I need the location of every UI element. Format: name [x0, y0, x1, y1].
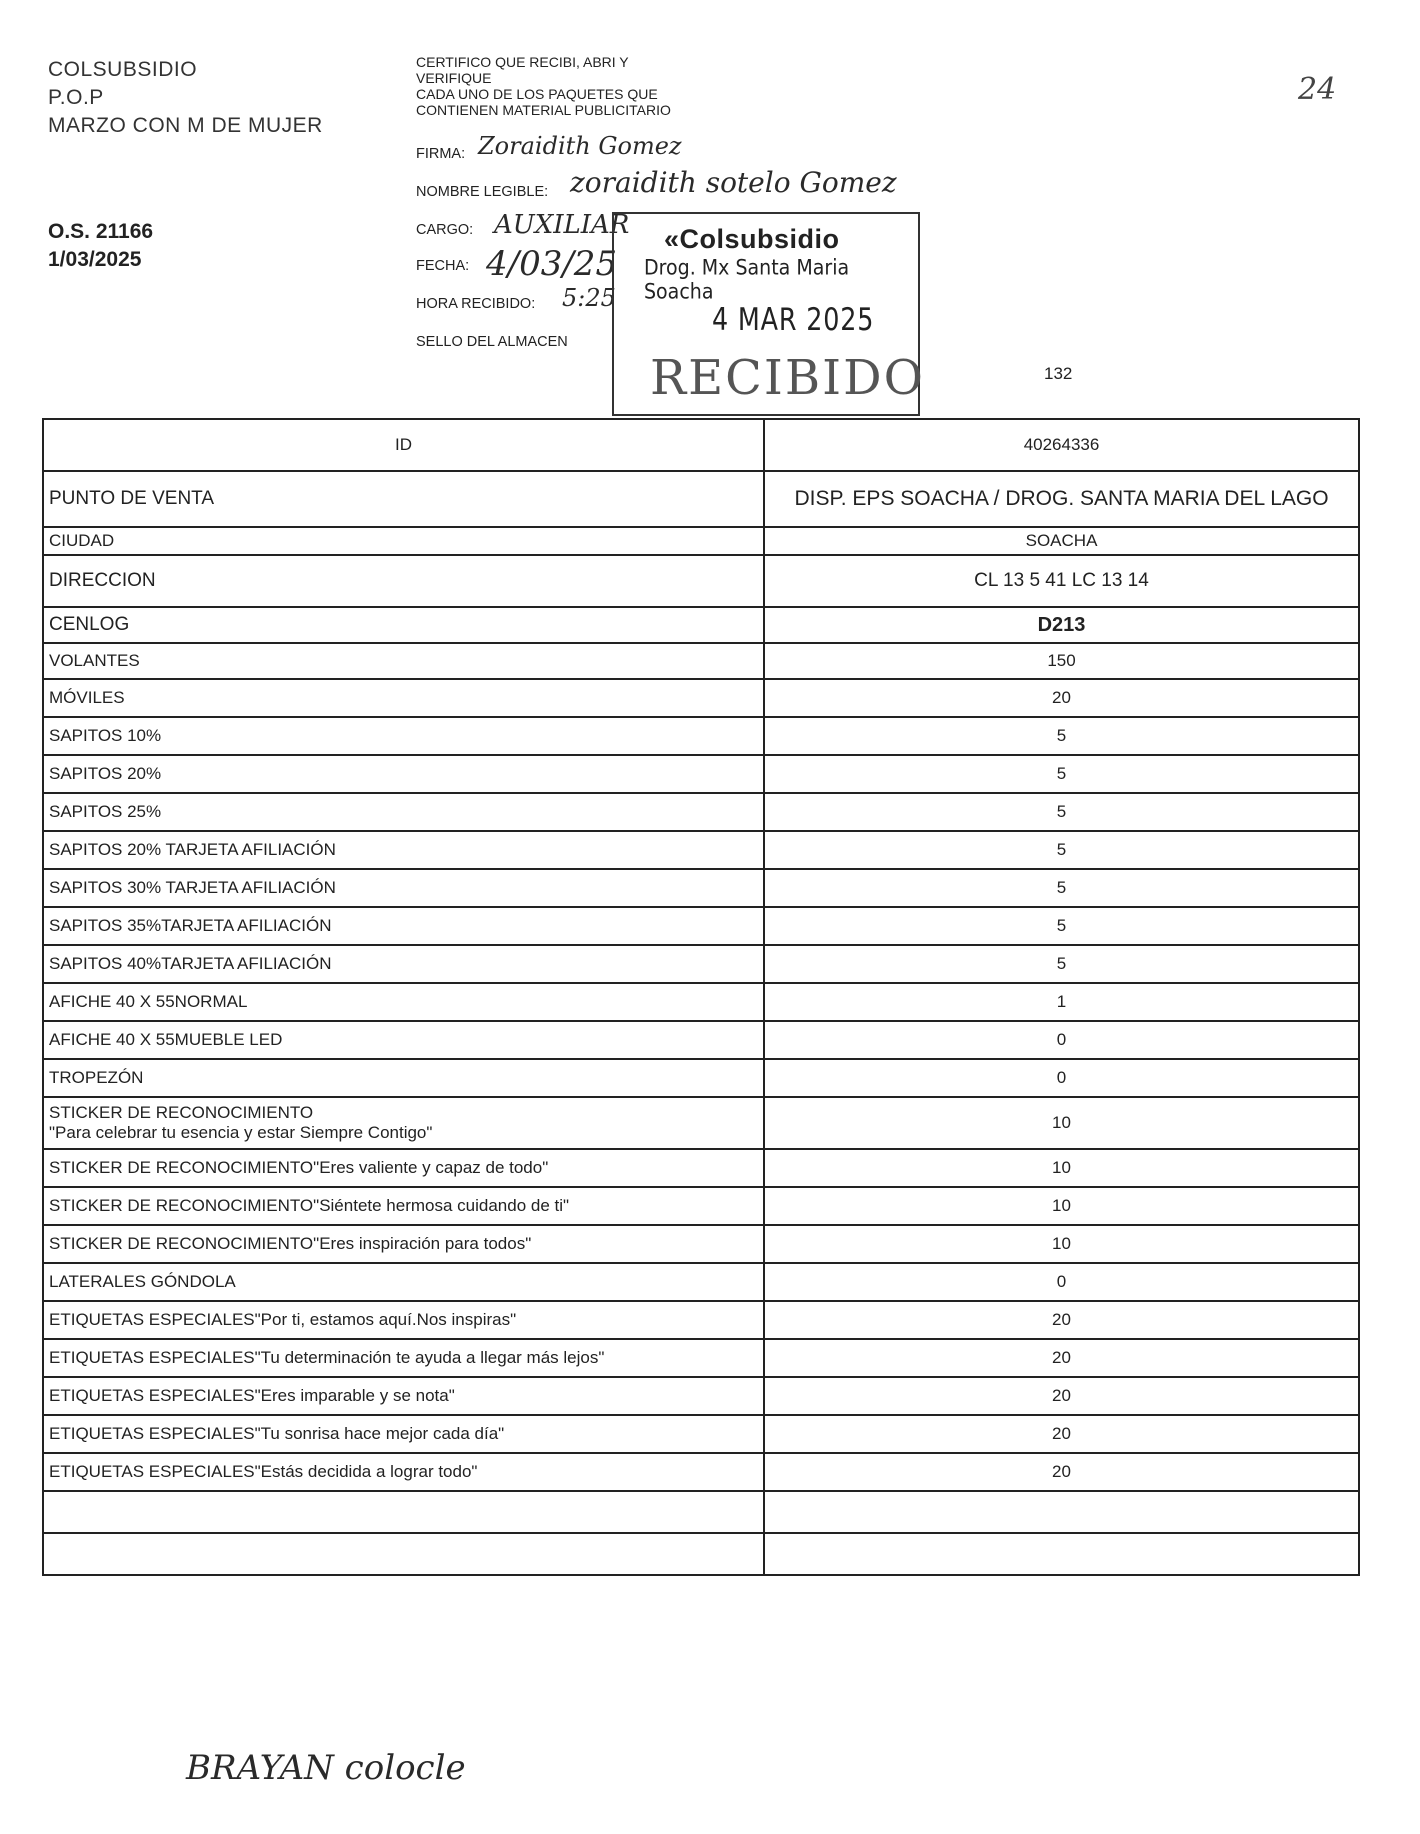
row-label: ID: [43, 419, 764, 471]
cargo-label: CARGO:: [416, 222, 474, 238]
table-row: [43, 1377, 1359, 1415]
row-value: 5: [764, 945, 1359, 983]
row-value: 20: [764, 679, 1359, 717]
table-row: [43, 1415, 1359, 1453]
row-label-line: STICKER DE RECONOCIMIENTO: [49, 1103, 314, 1122]
row-label: [43, 1491, 764, 1533]
row-value: 40264336: [764, 419, 1359, 471]
cert-line: CONTIENEN MATERIAL PUBLICITARIO: [416, 102, 671, 118]
table-row: [43, 1491, 1359, 1533]
row-label: DIRECCION: [43, 555, 764, 607]
table-row: [43, 869, 1359, 907]
table-row: [43, 607, 1359, 643]
row-label: PUNTO DE VENTA: [43, 471, 764, 527]
order-number: O.S. 21166: [48, 220, 154, 243]
campaign-name: MARZO CON M DE MUJER: [48, 114, 323, 137]
row-label: SAPITOS 40%TARJETA AFILIACIÓN: [43, 945, 764, 983]
row-value: 5: [764, 717, 1359, 755]
row-value: [764, 1533, 1359, 1575]
row-label: ETIQUETAS ESPECIALES"Eres imparable y se nota": [43, 1377, 764, 1415]
table-row: [43, 1453, 1359, 1491]
pop-label: P.O.P: [48, 86, 104, 109]
row-label: [43, 1533, 764, 1575]
table-row: [43, 643, 1359, 679]
table-row: [43, 1187, 1359, 1225]
row-value: 150: [764, 643, 1359, 679]
count-note: 132: [1044, 364, 1073, 383]
row-label-line: "Para celebrar tu esencia y estar Siempre Contigo": [49, 1123, 433, 1142]
row-value: 20: [764, 1377, 1359, 1415]
page-number: 24: [1298, 72, 1337, 107]
cert-line: CADA UNO DE LOS PAQUETES QUE: [416, 86, 658, 102]
order-block: [48, 218, 153, 274]
row-value: 0: [764, 1263, 1359, 1301]
sello-label: SELLO DEL ALMACEN: [416, 334, 568, 350]
row-value: 20: [764, 1415, 1359, 1453]
table-row: [43, 1059, 1359, 1097]
table-row: [43, 831, 1359, 869]
nombre-value: zoraidith sotelo Gomez: [570, 166, 897, 199]
cargo-value: AUXILIAR: [494, 210, 630, 240]
row-value: CL 13 5 41 LC 13 14: [764, 555, 1359, 607]
table-row: [43, 717, 1359, 755]
row-label: AFICHE 40 X 55MUEBLE LED: [43, 1021, 764, 1059]
row-value: 5: [764, 869, 1359, 907]
row-value: 10: [764, 1225, 1359, 1263]
table-row: [43, 983, 1359, 1021]
hora-label: HORA RECIBIDO:: [416, 296, 536, 312]
table-row: [43, 679, 1359, 717]
materials-table: [42, 418, 1360, 1576]
row-label: LATERALES GÓNDOLA: [43, 1263, 764, 1301]
row-label: ETIQUETAS ESPECIALES"Tu determinación te ayuda a llegar más lejos": [43, 1339, 764, 1377]
cert-line: VERIFIQUE: [416, 70, 492, 86]
row-label: ETIQUETAS ESPECIALES"Por ti, estamos aquí.Nos inspiras": [43, 1301, 764, 1339]
table-row: [43, 471, 1359, 527]
row-value: 0: [764, 1059, 1359, 1097]
table-row: [43, 1097, 1359, 1149]
row-label: SAPITOS 20%: [43, 755, 764, 793]
hora-value: 5:25: [562, 284, 616, 312]
bottom-signature: BRAYAN colocle: [186, 1748, 466, 1788]
row-label: SAPITOS 10%: [43, 717, 764, 755]
stamp-status: RECIBIDO: [650, 350, 925, 406]
stamp-store: Drog. Mx Santa Maria Soacha: [644, 255, 850, 305]
nombre-label: NOMBRE LEGIBLE:: [416, 184, 549, 200]
row-label: TROPEZÓN: [43, 1059, 764, 1097]
header-brand-block: [48, 56, 323, 140]
row-label: AFICHE 40 X 55NORMAL: [43, 983, 764, 1021]
row-label: SAPITOS 35%TARJETA AFILIACIÓN: [43, 907, 764, 945]
row-value: D213: [764, 607, 1359, 643]
table-row: [43, 1225, 1359, 1263]
row-value: 5: [764, 793, 1359, 831]
row-value: 10: [764, 1097, 1359, 1149]
table-row: [43, 1021, 1359, 1059]
row-value: 20: [764, 1301, 1359, 1339]
row-value: 20: [764, 1339, 1359, 1377]
row-value: 10: [764, 1149, 1359, 1187]
row-label: ETIQUETAS ESPECIALES"Tu sonrisa hace mejor cada día": [43, 1415, 764, 1453]
table-row: [43, 945, 1359, 983]
fecha-label: FECHA:: [416, 258, 470, 274]
row-label: CENLOG: [43, 607, 764, 643]
table-row: [43, 527, 1359, 555]
row-label: STICKER DE RECONOCIMIENTO"Siéntete hermosa cuidando de ti": [43, 1187, 764, 1225]
row-label: STICKER DE RECONOCIMIENTO"Eres inspiración para todos": [43, 1225, 764, 1263]
row-value: 10: [764, 1187, 1359, 1225]
table-row: [43, 1149, 1359, 1187]
row-label: STICKER DE RECONOCIMIENTO"Eres valiente y capaz de todo": [43, 1149, 764, 1187]
certification-text: [416, 54, 736, 118]
firma-signature: Zoraidith Gomez: [478, 132, 682, 160]
table-row: [43, 555, 1359, 607]
table-row: [43, 907, 1359, 945]
row-label: SAPITOS 30% TARJETA AFILIACIÓN: [43, 869, 764, 907]
table-row: [43, 419, 1359, 471]
row-value: 5: [764, 755, 1359, 793]
row-label: MÓVILES: [43, 679, 764, 717]
row-value: 5: [764, 907, 1359, 945]
row-value: SOACHA: [764, 527, 1359, 555]
stamp-brand: «Colsubsidio: [664, 224, 840, 254]
row-label: ETIQUETAS ESPECIALES"Estás decidida a lograr todo": [43, 1453, 764, 1491]
stamp-date: 4 MAR 2025: [712, 302, 875, 338]
row-label: CIUDAD: [43, 527, 764, 555]
order-date: 1/03/2025: [48, 248, 142, 271]
row-label: SAPITOS 25%: [43, 793, 764, 831]
brand-name: COLSUBSIDIO: [48, 58, 198, 81]
row-value: 20: [764, 1453, 1359, 1491]
table-row: [43, 1301, 1359, 1339]
row-value: 1: [764, 983, 1359, 1021]
table-row: [43, 1533, 1359, 1575]
cert-line: CERTIFICO QUE RECIBI, ABRI Y: [416, 54, 629, 70]
table-row: [43, 1339, 1359, 1377]
row-value: 0: [764, 1021, 1359, 1059]
received-stamp: [612, 212, 925, 416]
table-row: [43, 755, 1359, 793]
row-label: SAPITOS 20% TARJETA AFILIACIÓN: [43, 831, 764, 869]
table-row: [43, 793, 1359, 831]
row-value: [764, 1491, 1359, 1533]
brand-logo-icon: «: [664, 224, 680, 254]
row-value: DISP. EPS SOACHA / DROG. SANTA MARIA DEL LAGO: [764, 471, 1359, 527]
table-row: [43, 1263, 1359, 1301]
row-value: 5: [764, 831, 1359, 869]
fecha-value: 4/03/25: [486, 244, 618, 284]
row-label: [43, 1097, 764, 1149]
firma-label: FIRMA:: [416, 146, 466, 162]
row-label: VOLANTES: [43, 643, 764, 679]
